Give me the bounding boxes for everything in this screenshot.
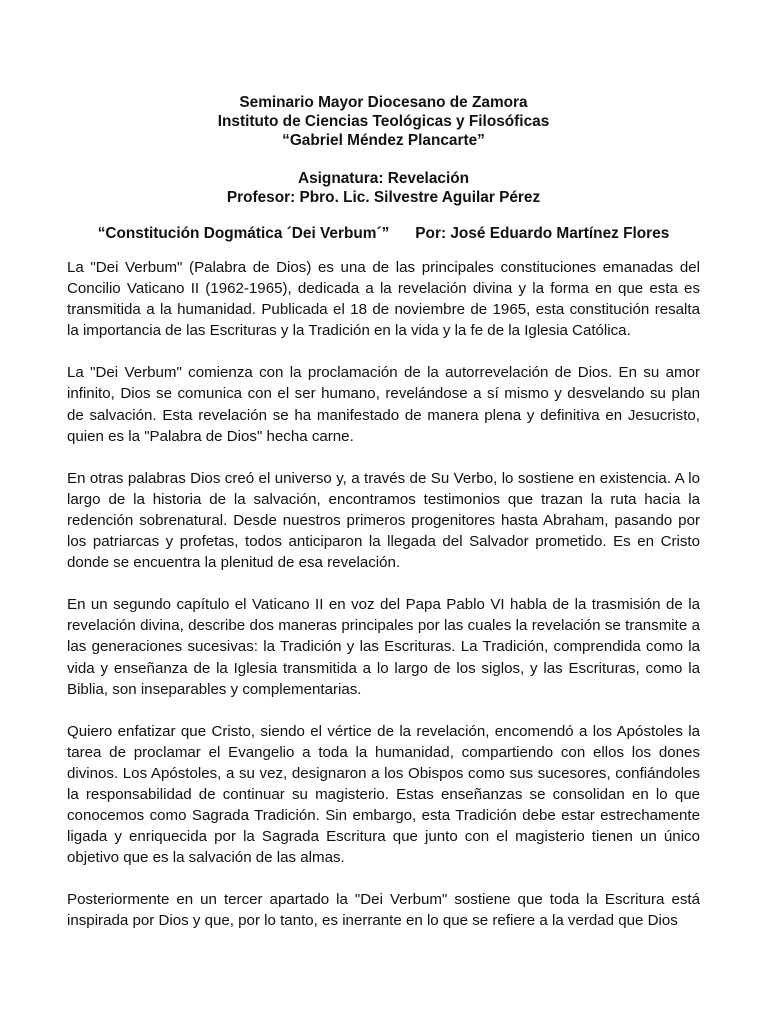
- document-header: [67, 93, 700, 207]
- seminary-name: Seminario Mayor Diocesano de Zamora: [239, 94, 528, 111]
- document-title: “Constitución Dogmática ´Dei Verbum´”: [97, 225, 390, 242]
- body-paragraph-5: Quiero enfatizar que Cristo, siendo el vértice de la revelación, encomendó a los Apóstoles la tarea de proclamar el Evangelio a toda la humanidad, compartiendo con ellos los dones divinos. Los Apóstoles, a su vez, designaron a los Obispos como sus sucesores, confiándoles la responsabilidad de continuar su magisterio. Estas enseñanzas se consolidan en lo que conocemos como Sagrada Tradición. Sin embargo, esta Tradición debe estar estrechamente ligada y enriquecida por la Sagrada Escritura que junto con el magisterio tienen un único objetivo que es la salvación de las almas.: [67, 722, 700, 867]
- body-paragraph-2: La "Dei Verbum" comienza con la proclamación de la autorrevelación de Dios. En su amor infinito, Dios se comunica con el ser humano, revelándose a sí mismo y desvelando su plan de salvación. Esta revelación se ha manifestado de manera plena y definitiva en Jesucristo, quien es la "Palabra de Dios" hecha carne.: [67, 364, 700, 445]
- course-subject: Asignatura: Revelación: [297, 170, 470, 187]
- institute-subtitle: “Gabriel Méndez Plancarte”: [282, 132, 485, 149]
- institute-name: Instituto de Ciencias Teológicas y Filosóficas: [217, 113, 550, 130]
- body-paragraph-4: En un segundo capítulo el Vaticano II en voz del Papa Pablo VI habla de la trasmisión de la revelación divina, describe dos maneras principales por las cuales la revelación se transmite a las generaciones sucesivas: la Tradición y las Escrituras. La Tradición, comprendida como la vida y enseñanza de la Iglesia transmitida a lo largo de los siglos, y las Escrituras, como la Biblia, son inseparables y complementarias.: [67, 596, 700, 698]
- body-paragraph-6: Posteriormente en un tercer apartado la "Dei Verbum" sostiene que toda la Escritura está inspirada por Dios y que, por lo tanto, es inerrante en lo que se refiere a la verdad que Dios: [67, 891, 700, 930]
- body-paragraph-3: En otras palabras Dios creó el universo y, a través de Su Verbo, lo sostiene en existencia. A lo largo de la historia de la salvación, encontramos testimonios que trazan la ruta hacia la redención sobrenatural. Desde nuestros primeros progenitores hasta Abraham, pasando por los patriarcas y profetas, todos anticiparon la llegada del Salvador prometido. Es en Cristo donde se encuentra la plenitud de esa revelación.: [67, 469, 700, 572]
- document-author: Por: José Eduardo Martínez Flores: [415, 225, 670, 242]
- document-title-line: [67, 224, 700, 243]
- course-professor: Profesor: Pbro. Lic. Silvestre Aguilar Pérez: [226, 189, 541, 206]
- body-paragraph-1: La "Dei Verbum" (Palabra de Dios) es una de las principales constituciones emanadas del Concilio Vaticano II (1962-1965), dedicada a la revelación divina y la forma en que esta es transmitida a la humanidad. Publicada el 18 de noviembre de 1965, esta constitución resalta la importancia de las Escrituras y la Tradición en la vida y la fe de la Iglesia Católica.: [67, 259, 700, 340]
- header-spacer: [67, 150, 700, 169]
